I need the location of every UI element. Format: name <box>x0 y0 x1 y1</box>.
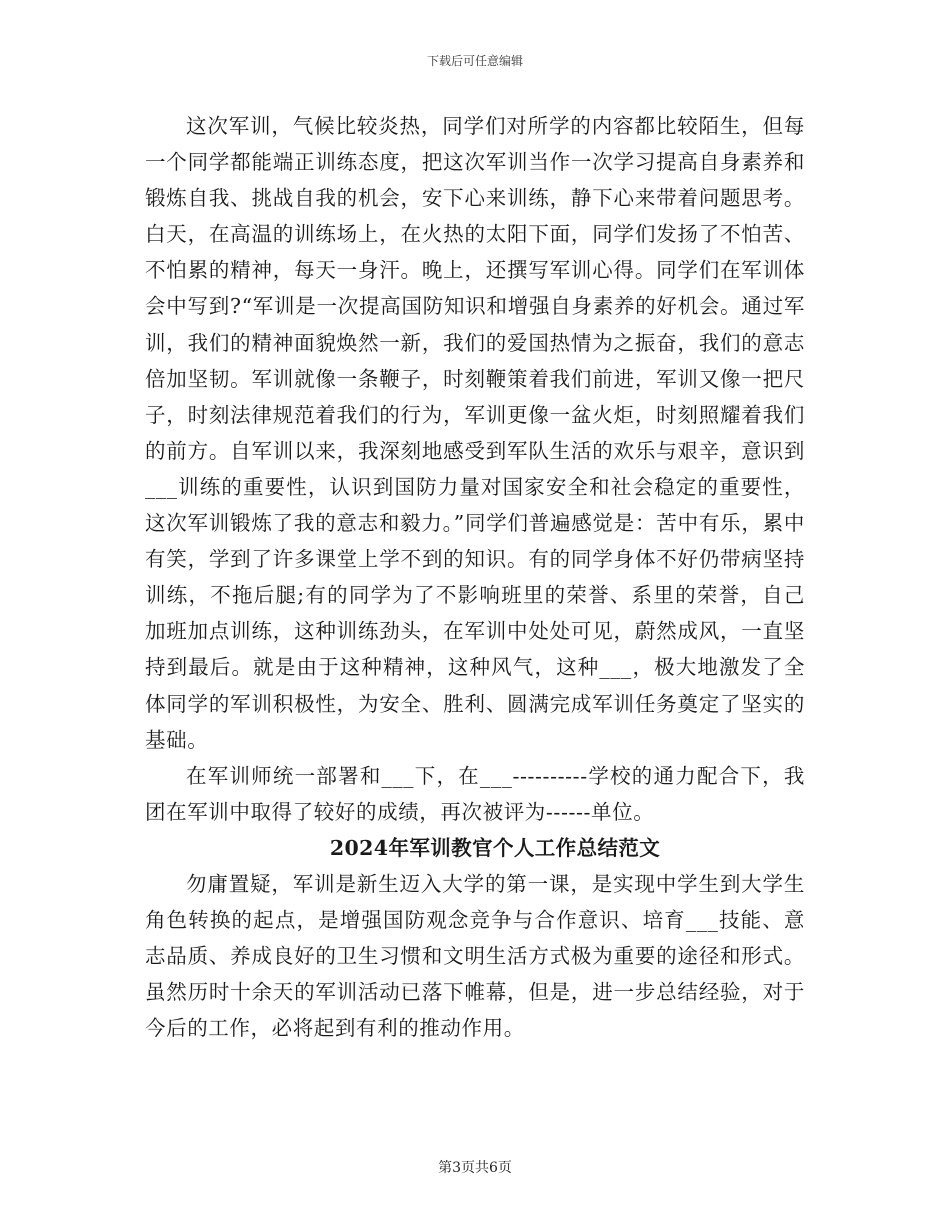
paragraph-military-training-experience: 这次军训，气候比较炎热，同学们对所学的内容都比较陌生，但每一个同学都能端正训练态度，把这次军训当作一次学习提高自身素养和锻炼自我、挑战自我的机会，安下心来训练，静下心来带着问题思考。白天，在高温的训练场上，在火热的太阳下面，同学们发扬了不怕苦、不怕累的精神，每天一身汗。晚上，还撰写军训心得。同学们在军训体会中写到?“军训是一次提高国防知识和增强自身素养的好机会。通过军训，我们的精神面貌焕然一新，我们的爱国热情为之振奋，我们的意志倍加坚韧。军训就像一条鞭子，时刻鞭策着我们前进，军训又像一把尺子，时刻法律规范着我们的行为，军训更像一盆火炬，时刻照耀着我们的前方。自军训以来，我深刻地感受到军队生活的欢乐与艰辛，意识到___训练的重要性，认识到国防力量对国家安全和社会稳定的重要性，这次军训锻炼了我的意志和毅力。”同学们普遍感觉是：苦中有乐，累中有笑，学到了许多课堂上学不到的知识。有的同学身体不好仍带病坚持训练，不拖后腿;有的同学为了不影响班里的荣誉、系里的荣誉，自己加班加点训练，这种训练劲头，在军训中处处可见，蔚然成风，一直坚持到最后。就是由于这种精神，这种风气，这种___，极大地激发了全体同学的军训积极性，为安全、胜利、圆满完成军训任务奠定了坚实的基础。 <box>145 114 805 752</box>
paragraph-training-results: 在军训师统一部署和___下，在___----------学校的通力配合下，我团在军训中取得了较好的成绩，再次被评为------单位。 <box>145 763 805 824</box>
page-header-note: 下载后可任意编辑 <box>426 54 523 68</box>
section-title: 2024年军训教官个人工作总结范文 <box>329 835 661 860</box>
paragraph-section-intro: 勿庸置疑，军训是新生迈入大学的第一课，是实现中学生到大学生角色转换的起点，是增强国防观念竞争与合作意识、培育___技能、意志品质、养成良好的卫生习惯和文明生活方式极为重要的途径和形式。虽然历时十余天的军训活动已落下帷幕，但是，进一步总结经验，对于今后的工作，必将起到有利的推动作用。 <box>145 871 805 1041</box>
document-body <box>145 108 805 1046</box>
page-number: 第3页共6页 <box>438 1160 512 1176</box>
